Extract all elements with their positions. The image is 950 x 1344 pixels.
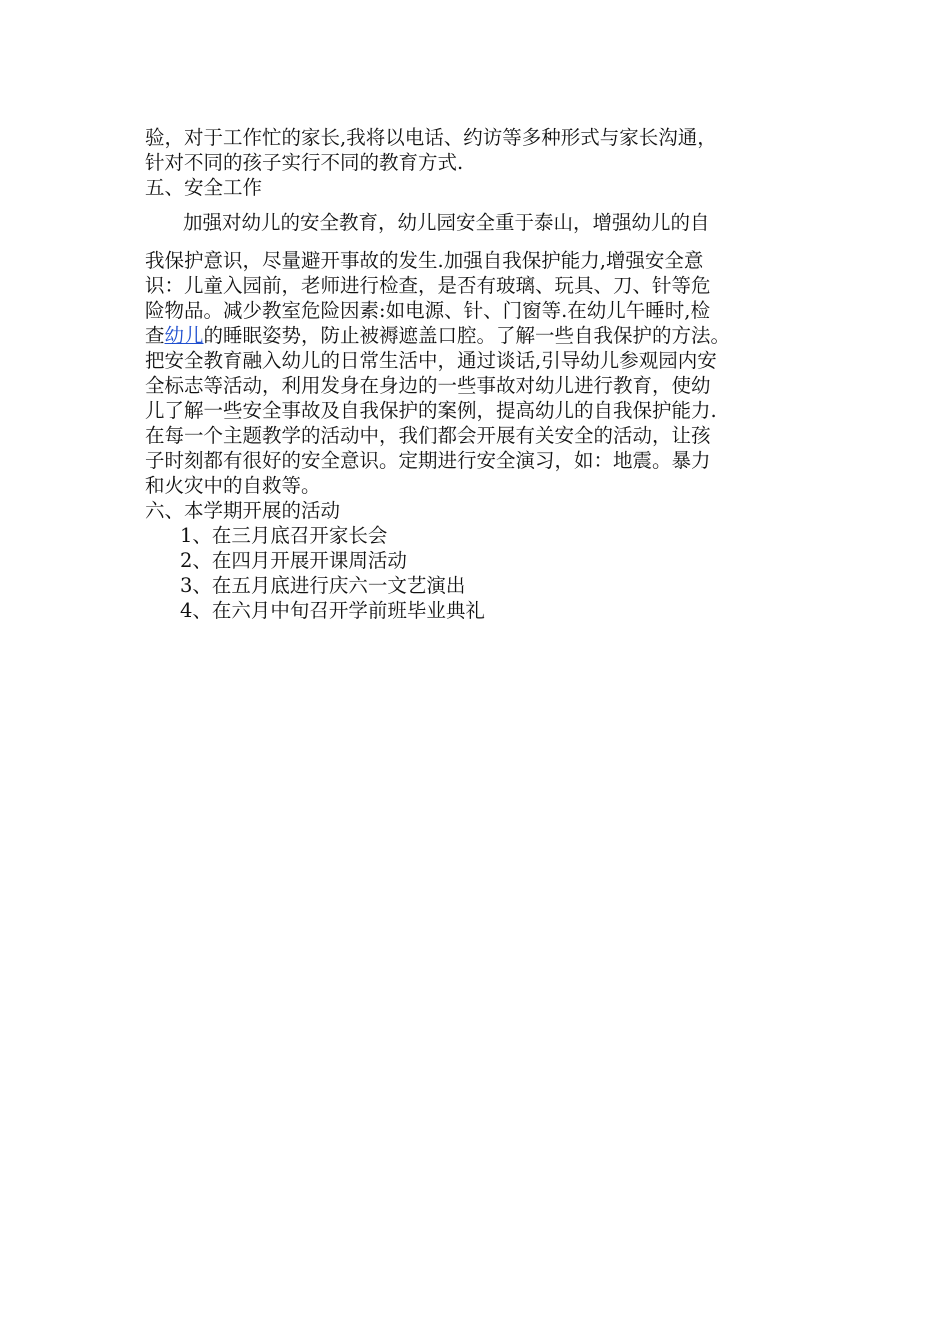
section-heading-activities: 六、本学期开展的活动 (145, 499, 341, 522)
safety-first-line (183, 210, 823, 235)
paragraph-line: 加强对幼儿的安全教育，幼儿园安全重于泰山，增强幼儿的自 (183, 211, 710, 234)
paragraph-line: 我保护意识，尽量避开事故的发生.加强自我保护能力,增强安全意 (145, 249, 704, 272)
safety-paragraph (145, 248, 815, 498)
list-item: 1、在三月底召开家长会 (180, 524, 388, 547)
paragraph-line: 儿了解一些安全事故及自我保护的案例，提高幼儿的自我保护能力. (145, 399, 717, 422)
paragraph-line: 子时刻都有很好的安全意识。定期进行安全演习，如：地震。暴力 (145, 449, 711, 472)
paragraph-line: 验，对于工作忙的家长,我将以电话、约访等多种形式与家长沟通， (145, 126, 717, 149)
list-item: 3、在五月底进行庆六一文艺演出 (180, 574, 466, 597)
paragraph-line-with-link (145, 323, 815, 348)
list-item: 4、在六月中旬召开学前班毕业典礼 (180, 599, 485, 622)
link-line-before: 查 (145, 324, 165, 347)
list-item: 2、在四月开展开课周活动 (180, 549, 407, 572)
link-line-after: 的睡眠姿势，防止被褥遮盖口腔。了解一些自我保护的方法。 (203, 324, 731, 347)
link-youer[interactable]: 幼儿 (164, 324, 204, 347)
paragraph-line: 在每一个主题教学的活动中，我们都会开展有关安全的活动，让孩 (145, 424, 711, 447)
paragraph-line: 全标志等活动，利用发身在身边的一些事故对幼儿进行教育，使幼 (145, 374, 711, 397)
paragraph-line: 识：儿童入园前，老师进行检查，是否有玻璃、玩具、刀、针等危 (145, 274, 711, 297)
paragraph-line: 针对不同的孩子实行不同的教育方式. (145, 151, 464, 174)
paragraph-line: 和火灾中的自救等。 (145, 474, 321, 497)
top-paragraph (145, 125, 815, 175)
paragraph-line: 险物品。减少教室危险因素:如电源、针、门窗等.在幼儿午睡时,检 (145, 299, 710, 322)
section-heading-safety: 五、安全工作 (145, 176, 263, 199)
paragraph-line: 把安全教育融入幼儿的日常生活中，通过谈话,引导幼儿参观园内安 (145, 349, 717, 372)
